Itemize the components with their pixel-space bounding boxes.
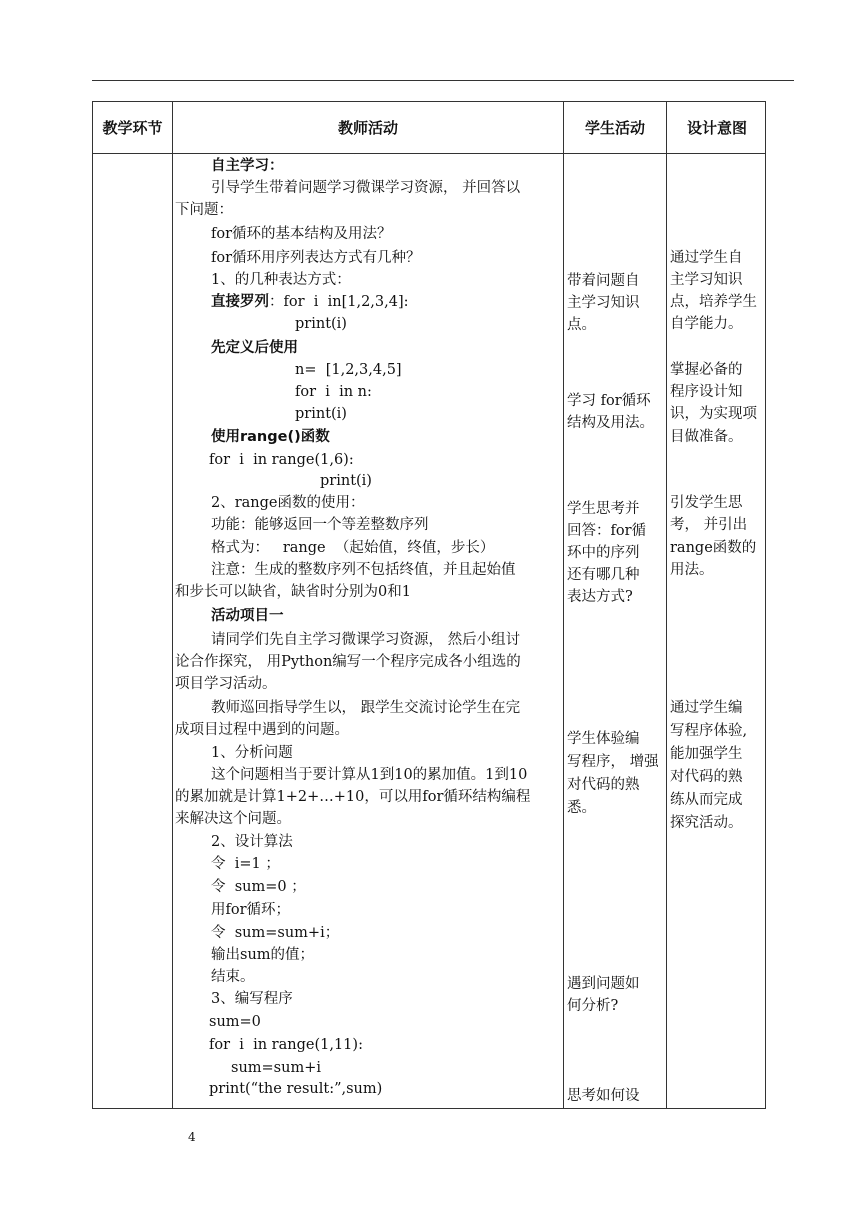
text-line: 的累加就是计算1+2+…+10，可以用for循环结构编程 bbox=[175, 789, 531, 805]
text-line: 学生思考并 bbox=[567, 501, 640, 517]
text-line: 用法。 bbox=[670, 562, 714, 578]
text-line: for循环的基本结构及用法？ bbox=[211, 226, 392, 242]
subsection-title: 使用range()函数 bbox=[211, 429, 330, 445]
text-line: 写程序， 增强 bbox=[567, 754, 659, 770]
text-line: 何分析? bbox=[567, 998, 619, 1014]
text-line: 这个问题相当于要计算从1到10的累加值。1到10 bbox=[211, 767, 528, 783]
text-line: 2、range函数的使用： bbox=[211, 495, 365, 511]
text-line: 3、编写程序 bbox=[211, 991, 293, 1007]
column-divider bbox=[172, 102, 173, 1108]
header-rule bbox=[92, 80, 794, 81]
text-line bbox=[211, 293, 409, 311]
code-line: print(i) bbox=[295, 406, 347, 422]
text-line: 下问题： bbox=[175, 202, 233, 218]
code-line: print(i) bbox=[295, 316, 347, 332]
text-line: range函数的 bbox=[670, 540, 757, 556]
header-student-activity: 学生活动 bbox=[584, 119, 645, 137]
text-line: 来解决这个问题。 bbox=[175, 811, 291, 827]
text-line: 格式为： range （起始值，终值，步长） bbox=[211, 540, 495, 556]
text-line: 和步长可以缺省，缺省时分别为0和1 bbox=[175, 584, 411, 600]
text-line: 识，为实现项 bbox=[670, 406, 757, 422]
text-line: 点。 bbox=[567, 317, 596, 333]
text-line: 带着问题自 bbox=[567, 273, 640, 289]
header-design-intent: 设计意图 bbox=[686, 119, 747, 137]
text-line: 输出sum的值； bbox=[211, 947, 315, 963]
header-teaching-stage: 教学环节 bbox=[102, 119, 163, 137]
text-line: 1、的几种表达方式： bbox=[211, 272, 351, 288]
code-line: sum=sum+i bbox=[231, 1060, 321, 1076]
text-line: 用for循环； bbox=[211, 902, 291, 918]
text-line: 引导学生带着问题学习微课学习资源， 并回答以 bbox=[211, 180, 521, 196]
text-line: 主学习知识 bbox=[670, 272, 743, 288]
text-line: 引发学生思 bbox=[670, 495, 743, 511]
text-line: 通过学生编 bbox=[670, 700, 743, 716]
column-divider bbox=[563, 102, 564, 1108]
header-divider bbox=[93, 153, 765, 154]
text-line: 论合作探究， 用Python编写一个程序完成各小组选的 bbox=[175, 654, 521, 670]
text-line: 程序设计知 bbox=[670, 384, 743, 400]
text-line: 点，培养学生 bbox=[670, 294, 757, 310]
text-line: 思考如何设 bbox=[567, 1088, 640, 1104]
text-line: 练从而完成 bbox=[670, 792, 743, 808]
text-line: 环中的序列 bbox=[567, 545, 640, 561]
text-line: 项目学习活动。 bbox=[175, 676, 277, 692]
text-line: 2、设计算法 bbox=[211, 834, 293, 850]
code-line: print(“the result:”,sum) bbox=[209, 1081, 383, 1097]
text-line: 写程序体验, bbox=[670, 723, 748, 739]
section-title: 活动项目一 bbox=[211, 608, 284, 624]
text-line: 学习 for循环 bbox=[567, 393, 651, 409]
text-line: 目做准备。 bbox=[670, 429, 743, 445]
text-line: 对代码的熟 bbox=[567, 777, 640, 793]
column-divider bbox=[666, 102, 667, 1108]
text-line: 表达方式? bbox=[567, 589, 633, 605]
text-line: 结构及用法。 bbox=[567, 415, 654, 431]
text-line: 回答：for循 bbox=[567, 523, 647, 539]
text-line: 令 sum=sum+i； bbox=[211, 925, 340, 941]
text-line: 注意：生成的整数序列不包括终值，并且起始值 bbox=[211, 562, 516, 578]
text-line: 还有哪几种 bbox=[567, 567, 640, 583]
text-line: 1、分析问题 bbox=[211, 745, 293, 761]
text-line: 遇到问题如 bbox=[567, 976, 640, 992]
code-line: sum=0 bbox=[209, 1014, 261, 1030]
text-line: 主学习知识 bbox=[567, 295, 640, 311]
text-line: 成项目过程中遇到的问题。 bbox=[175, 722, 349, 738]
code-line: for i in n: bbox=[295, 384, 372, 400]
page-number: 4 bbox=[188, 1130, 196, 1144]
text-line: 令 sum=0 ； bbox=[211, 879, 306, 895]
text-line: 功能：能够返回一个等差整数序列 bbox=[211, 517, 429, 533]
text-line: 悉。 bbox=[567, 800, 596, 816]
text-line: 掌握必备的 bbox=[670, 362, 743, 378]
section-title: 自主学习： bbox=[211, 158, 284, 174]
header-teacher-activity: 教师活动 bbox=[337, 119, 398, 137]
text-line: 学生体验编 bbox=[567, 731, 640, 747]
lesson-table bbox=[92, 101, 766, 1109]
text-line: 通过学生自 bbox=[670, 250, 743, 266]
text-line: 考， 并引出 bbox=[670, 517, 748, 533]
text-line: 教师巡回指导学生以， 跟学生交流讨论学生在完 bbox=[211, 700, 521, 716]
code-line: n= [1,2,3,4,5] bbox=[295, 362, 402, 378]
text-line: 探究活动。 bbox=[670, 815, 743, 831]
code-line: for i in range(1,11): bbox=[209, 1037, 363, 1053]
text-line: 自学能力。 bbox=[670, 316, 743, 332]
text-line: for循环用序列表达方式有几种？ bbox=[211, 250, 421, 266]
text-line: 对代码的熟 bbox=[670, 769, 743, 785]
code-line: for i in range(1,6): bbox=[209, 452, 354, 468]
bold-term: 直接罗列 bbox=[211, 294, 269, 310]
text-line: 请同学们先自主学习微课学习资源， 然后小组讨 bbox=[211, 632, 521, 648]
code-text: ：for i in[1,2,3,4]: bbox=[269, 294, 409, 310]
subsection-title: 先定义后使用 bbox=[211, 340, 298, 356]
text-line: 能加强学生 bbox=[670, 746, 743, 762]
text-line: 结束。 bbox=[211, 969, 255, 985]
code-line: print(i) bbox=[320, 473, 372, 489]
text-line: 令 i=1 ； bbox=[211, 856, 280, 872]
